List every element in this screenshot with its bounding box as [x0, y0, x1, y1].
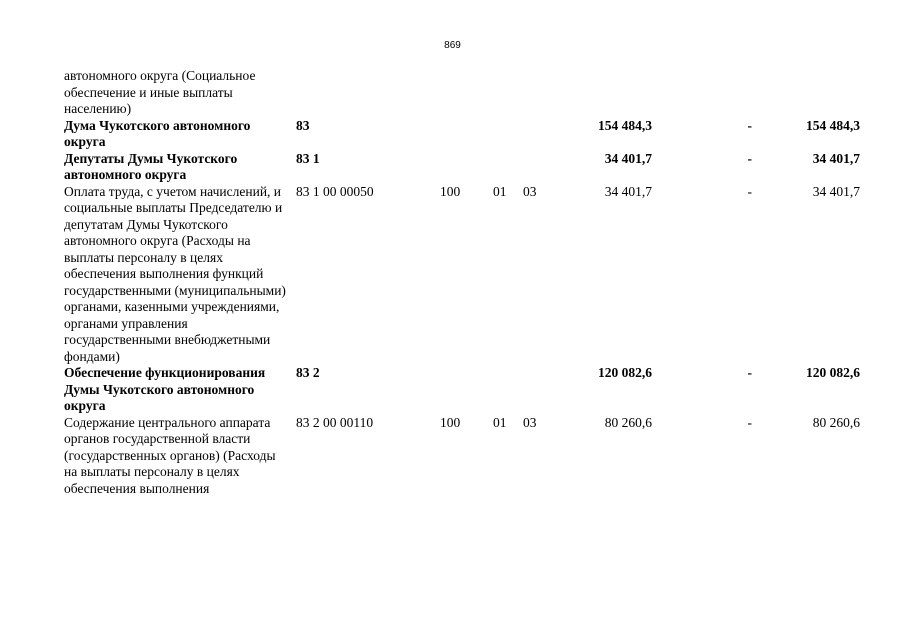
- table-row: [64, 151, 860, 184]
- row-sum2: -: [747, 414, 752, 430]
- row-sum3: [758, 68, 860, 118]
- page-number: 869: [444, 40, 461, 51]
- row-rz: [493, 151, 523, 184]
- table-row: [64, 118, 860, 151]
- row-sum3: 80 260,6: [812, 414, 860, 430]
- table-row: [64, 184, 860, 366]
- row-rz: 01: [493, 183, 507, 199]
- row-rz: [493, 68, 523, 118]
- row-name: Обеспечение функционирования Думы Чукотского автономного округа: [64, 365, 266, 413]
- row-name: Содержание центрального аппарата органов государственной власти (государственных органов) (Расходы на выплаты персоналу в целях обеспечения выполнения: [64, 414, 276, 496]
- row-vr: [440, 365, 493, 415]
- row-sum1: 34 401,7: [604, 150, 652, 166]
- table-row: [64, 365, 860, 415]
- row-pr: [523, 151, 555, 184]
- row-code: 83 1: [296, 150, 320, 166]
- row-sum3: 34 401,7: [812, 150, 860, 166]
- row-name: Дума Чукотского автономного округа: [64, 117, 251, 149]
- row-pr: [523, 365, 555, 415]
- row-name: Оплата труда, с учетом начислений, и социальные выплаты Председателю и депутатам Думы Чукотского автономного округа (Расходы на выплаты персоналу в целях обеспечения выполнения функций государственными (муниципальными) органами, казенными учреждениями, органами управления государственными внебюджетными фондами): [64, 183, 286, 364]
- row-code: 83 2 00 00110: [296, 414, 374, 430]
- row-sum3: 34 401,7: [812, 183, 860, 199]
- row-pr: 03: [523, 414, 537, 430]
- table-row: [64, 68, 860, 118]
- row-sum1: 154 484,3: [598, 117, 652, 133]
- table-row: [64, 415, 860, 498]
- row-pr: [523, 118, 555, 151]
- row-vr: 100: [440, 183, 461, 199]
- row-sum1: 80 260,6: [604, 414, 652, 430]
- row-pr: [523, 68, 555, 118]
- row-code: 83: [296, 117, 310, 133]
- row-code: 83 2: [296, 365, 320, 380]
- row-name: автономного округа (Социальное обеспечение и иные выплаты населению): [64, 68, 256, 116]
- row-sum1: 34 401,7: [604, 183, 652, 199]
- row-code: 83 1 00 00050: [296, 183, 374, 199]
- row-rz: 01: [493, 414, 507, 430]
- row-sum2: -: [747, 150, 752, 166]
- row-rz: [493, 365, 523, 415]
- row-sum1: [555, 68, 652, 118]
- row-vr: [440, 151, 493, 184]
- row-vr: [440, 118, 493, 151]
- row-vr: [440, 68, 493, 118]
- budget-table: [64, 68, 860, 497]
- row-sum3: 154 484,3: [806, 117, 860, 133]
- row-pr: 03: [523, 183, 537, 199]
- row-vr: 100: [440, 414, 461, 430]
- row-name: Депутаты Думы Чукотского автономного округа: [64, 150, 238, 182]
- row-sum2: -: [747, 365, 752, 380]
- row-sum1: 120 082,6: [598, 365, 652, 380]
- row-sum2: -: [747, 117, 752, 133]
- row-rz: [493, 118, 523, 151]
- row-sum2: -: [747, 183, 752, 199]
- row-sum2: [652, 68, 758, 118]
- row-sum3: 120 082,6: [806, 365, 860, 380]
- row-code: [296, 68, 440, 118]
